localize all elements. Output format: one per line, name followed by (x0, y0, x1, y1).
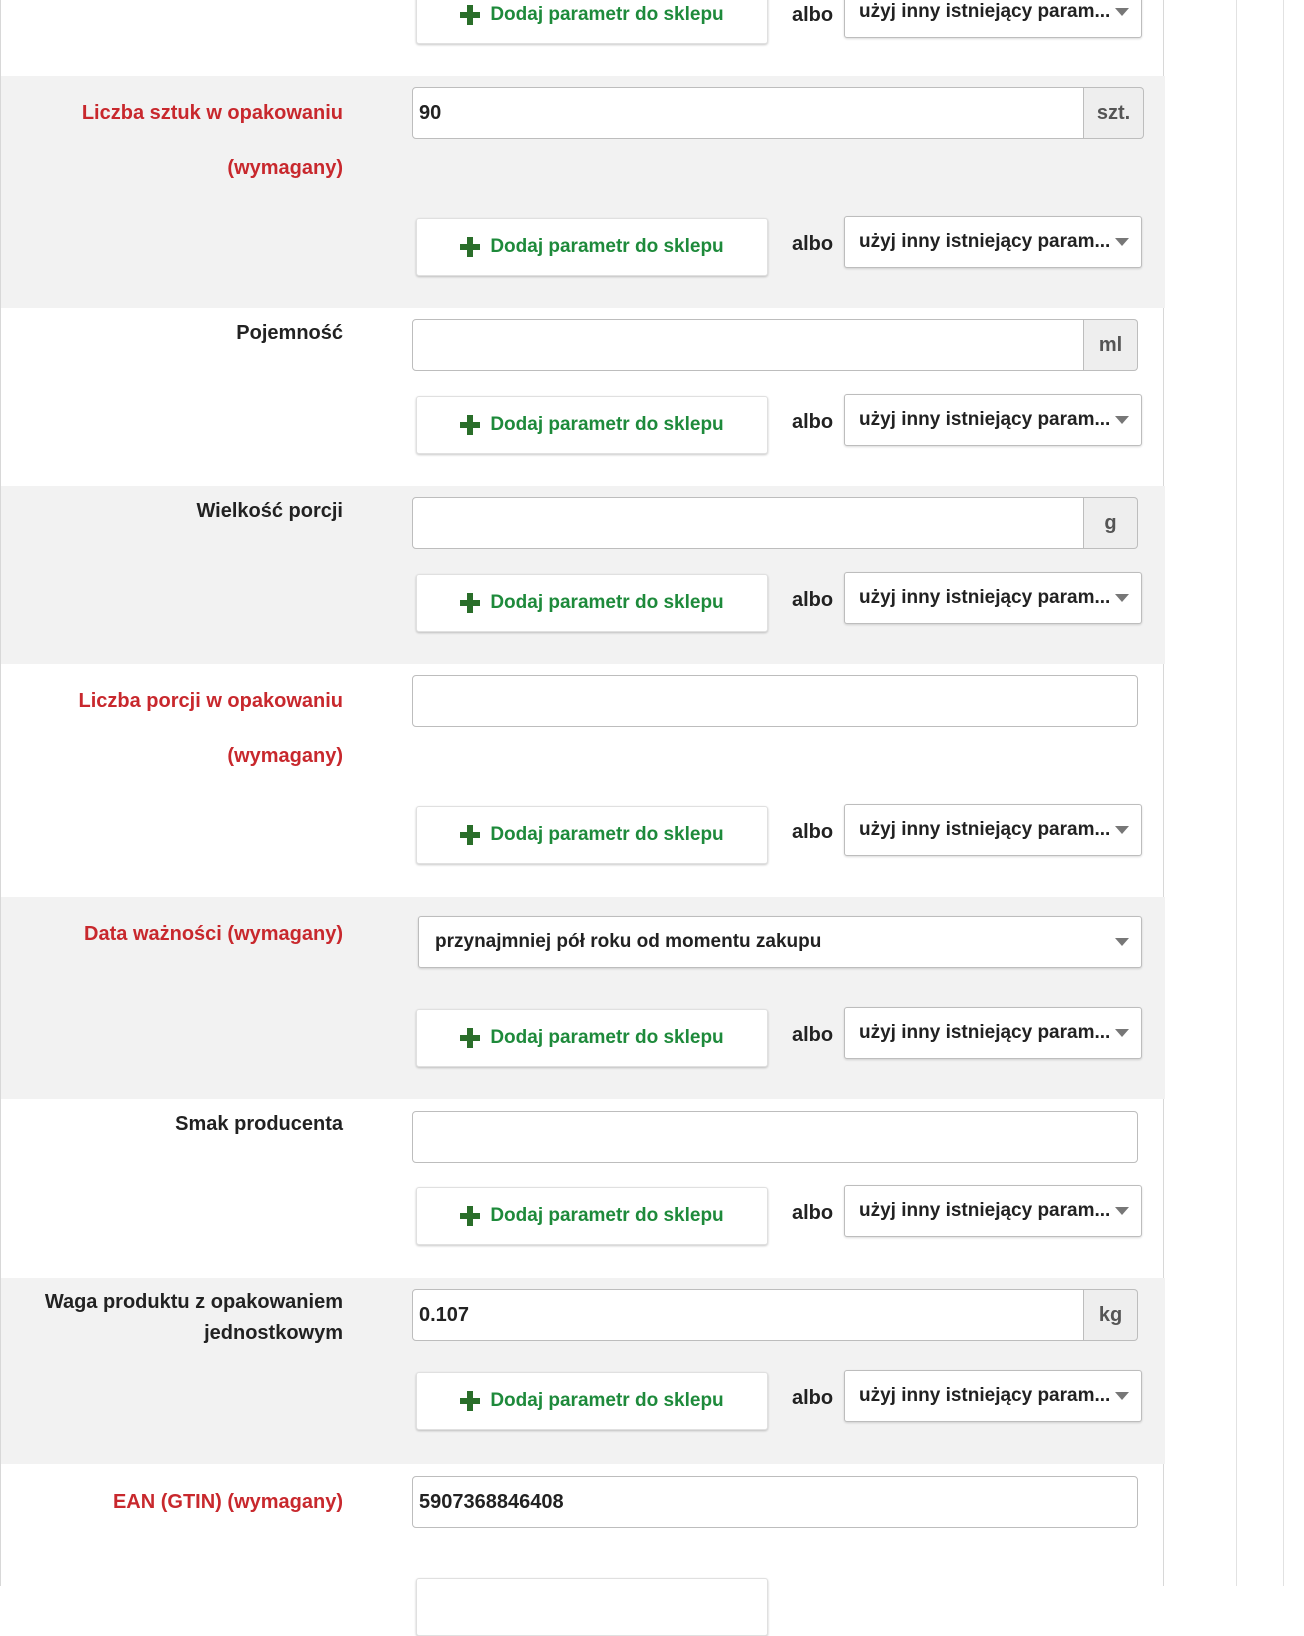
add-param-button[interactable] (416, 1372, 768, 1430)
existing-param-label: użyj inny istniejący param... (859, 587, 1111, 608)
add-param-label: Dodaj parametr do sklepu (490, 4, 724, 25)
existing-param-select[interactable] (844, 1370, 1142, 1422)
parameter-row-portions-per-package (1, 664, 1165, 897)
plus-icon (460, 1206, 480, 1226)
existing-param-label: użyj inny istniejący param... (859, 1385, 1111, 1406)
existing-param-label: użyj inny istniejący param... (859, 1200, 1111, 1221)
add-param-label: Dodaj parametr do sklepu (490, 236, 724, 257)
add-param-button[interactable] (416, 1009, 768, 1067)
existing-param-label: użyj inny istniejący param... (859, 231, 1111, 252)
portion-size-input[interactable] (412, 497, 1084, 549)
existing-param-select[interactable] (844, 1007, 1142, 1059)
existing-param-select[interactable] (844, 572, 1142, 624)
capacity-input[interactable] (412, 319, 1084, 371)
parameter-row-producer-flavour (1, 1099, 1165, 1278)
chevron-down-icon (1115, 8, 1129, 16)
add-param-button[interactable] (416, 218, 768, 276)
field-label: Liczba porcji w opakowaniu (78, 690, 343, 712)
existing-param-select[interactable] (844, 216, 1142, 268)
ean-input[interactable]: 5907368846408 (412, 1476, 1138, 1528)
add-param-button[interactable] (416, 396, 768, 454)
field-label: Liczba sztuk w opakowaniu (81, 102, 343, 124)
field-label: EAN (GTIN) (wymagany) (112, 1491, 343, 1513)
chevron-down-icon (1115, 1207, 1129, 1215)
divider (1236, 0, 1237, 1586)
plus-icon (460, 825, 480, 845)
parameter-row-ean (1, 1464, 1165, 1586)
parameter-row-pieces-per-package (1, 76, 1165, 308)
expiry-date-select[interactable] (418, 916, 1142, 968)
add-param-label: Dodaj parametr do sklepu (490, 824, 724, 845)
existing-param-select[interactable] (844, 394, 1142, 446)
parameter-row-capacity (1, 308, 1165, 486)
albo-label: albo (792, 411, 834, 433)
add-param-button[interactable] (416, 574, 768, 632)
chevron-down-icon (1115, 938, 1129, 946)
field-label: Smak producenta (175, 1113, 343, 1135)
existing-param-label: użyj inny istniejący param... (859, 1022, 1111, 1043)
field-label: Data ważności (wymagany) (84, 923, 343, 945)
add-param-button-partial[interactable] (416, 1578, 768, 1636)
unit-addon: g (1084, 497, 1138, 549)
field-label: Wielkość porcji (196, 500, 343, 522)
chevron-down-icon (1115, 1029, 1129, 1037)
add-param-button[interactable] (416, 806, 768, 864)
parameter-row-portion-size (1, 486, 1165, 664)
field-label: Pojemność (236, 322, 343, 344)
expiry-date-value: przynajmniej pół roku od momentu zakupu (435, 931, 822, 952)
portions-per-package-input[interactable] (412, 675, 1138, 727)
plus-icon (460, 237, 480, 257)
add-param-label: Dodaj parametr do sklepu (490, 1390, 724, 1411)
albo-label: albo (792, 589, 834, 611)
plus-icon (460, 593, 480, 613)
unit-addon: ml (1084, 319, 1138, 371)
plus-icon (460, 1391, 480, 1411)
add-param-label: Dodaj parametr do sklepu (490, 1205, 724, 1226)
add-param-label: Dodaj parametr do sklepu (490, 592, 724, 613)
chevron-down-icon (1115, 594, 1129, 602)
existing-param-select[interactable] (844, 1185, 1142, 1237)
add-param-label: Dodaj parametr do sklepu (490, 1027, 724, 1048)
albo-label: albo (792, 1024, 834, 1046)
add-param-label: Dodaj parametr do sklepu (490, 414, 724, 435)
chevron-down-icon (1115, 416, 1129, 424)
field-label: Waga produktu z opakowaniem (44, 1291, 343, 1313)
plus-icon (460, 415, 480, 435)
chevron-down-icon (1115, 826, 1129, 834)
unit-addon: szt. (1084, 87, 1144, 139)
chevron-down-icon (1115, 1392, 1129, 1400)
albo-label: albo (792, 821, 834, 843)
add-param-button[interactable] (416, 1187, 768, 1245)
albo-label: albo (792, 1202, 834, 1224)
divider (1283, 0, 1284, 1586)
producer-flavour-input[interactable] (412, 1111, 1138, 1163)
unit-addon: kg (1084, 1289, 1138, 1341)
albo-label: albo (792, 1387, 834, 1409)
required-label: (wymagany) (227, 745, 343, 767)
plus-icon (460, 5, 480, 25)
existing-param-label: użyj inny istniejący param... (859, 409, 1111, 430)
existing-param-select[interactable] (844, 0, 1142, 38)
chevron-down-icon (1115, 238, 1129, 246)
albo-label: albo (792, 4, 834, 26)
existing-param-label: użyj inny istniejący param... (859, 819, 1111, 840)
existing-param-select[interactable] (844, 804, 1142, 856)
field-label-line2: jednostkowym (204, 1322, 343, 1344)
product-weight-input[interactable]: 0.107 (412, 1289, 1084, 1341)
plus-icon (460, 1028, 480, 1048)
pieces-per-package-input[interactable]: 90 (412, 87, 1084, 139)
parameter-row-partial (1, 0, 1165, 76)
albo-label: albo (792, 233, 834, 255)
required-label: (wymagany) (227, 157, 343, 179)
parameter-row-expiry-date (1, 897, 1165, 1099)
existing-param-label: użyj inny istniejący param... (859, 1, 1111, 22)
add-param-button[interactable] (416, 0, 768, 44)
parameter-row-product-weight (1, 1278, 1165, 1464)
